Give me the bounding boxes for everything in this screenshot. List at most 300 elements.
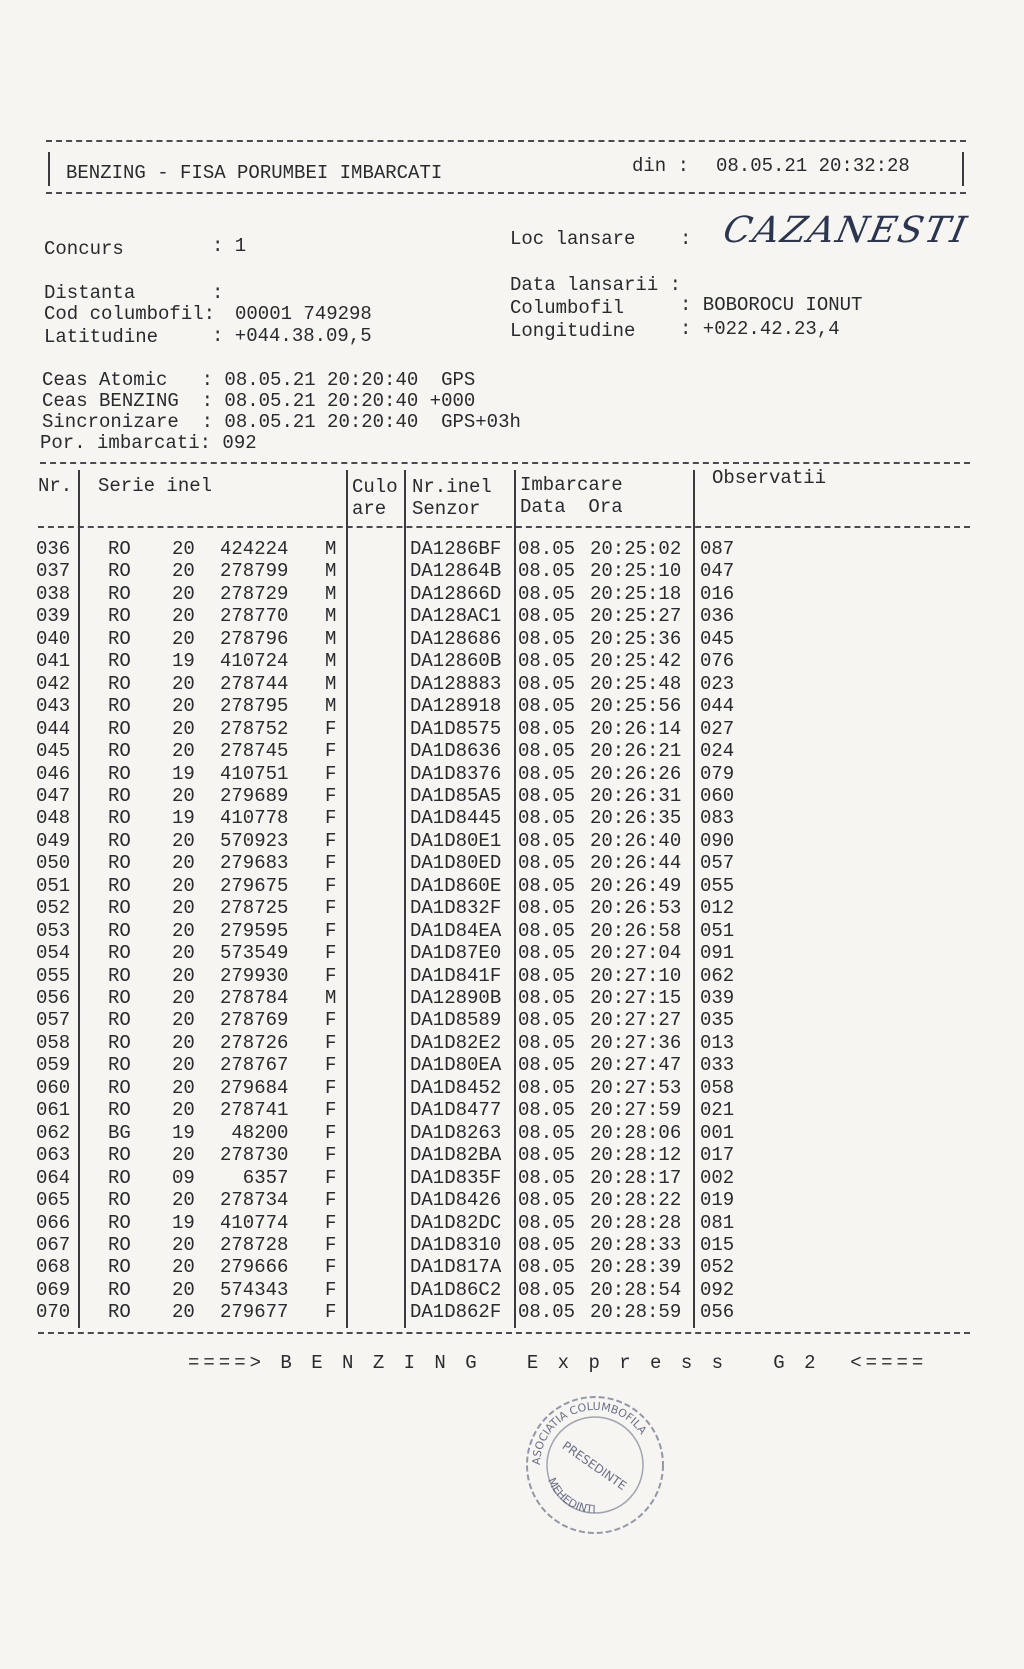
row-observation: 013 bbox=[700, 1031, 735, 1054]
row-ring-number: 410724 bbox=[220, 650, 289, 673]
row-time: 20:28:22 bbox=[590, 1189, 682, 1212]
row-year: 20 bbox=[172, 582, 195, 605]
row-country: RO bbox=[108, 762, 131, 785]
row-sex: F bbox=[325, 717, 337, 740]
row-ring-number: 278730 bbox=[220, 1144, 289, 1167]
row-sex: F bbox=[325, 1009, 337, 1032]
row-time: 20:28:59 bbox=[590, 1301, 682, 1324]
row-sex: F bbox=[325, 1278, 337, 1301]
row-nr: 069 bbox=[36, 1278, 71, 1301]
row-country: RO bbox=[108, 1076, 131, 1099]
row-sensor-id: DA1D8589 bbox=[410, 1009, 502, 1032]
row-sensor-id: DA1D841F bbox=[410, 964, 502, 987]
row-date: 08.05 bbox=[518, 829, 576, 852]
row-sex: F bbox=[325, 942, 337, 965]
row-observation: 091 bbox=[700, 942, 735, 965]
row-time: 20:26:21 bbox=[590, 740, 682, 763]
row-observation: 002 bbox=[700, 1166, 735, 1189]
row-date: 08.05 bbox=[518, 1211, 576, 1234]
data-lansarii-label: Data lansarii : bbox=[510, 274, 682, 296]
row-date: 08.05 bbox=[518, 1076, 576, 1099]
loc-lansare-label: Loc lansare bbox=[510, 228, 636, 250]
row-time: 20:26:58 bbox=[590, 919, 682, 942]
row-observation: 057 bbox=[700, 852, 735, 875]
row-year: 20 bbox=[172, 829, 195, 852]
row-time: 20:27:36 bbox=[590, 1031, 682, 1054]
row-sensor-id: DA1D82BA bbox=[410, 1144, 502, 1167]
row-date: 08.05 bbox=[518, 1301, 576, 1324]
row-sex: F bbox=[325, 874, 337, 897]
row-ring-number: 6357 bbox=[242, 1166, 289, 1189]
row-date: 08.05 bbox=[518, 784, 576, 807]
latitudine-label: Latitudine bbox=[44, 326, 159, 348]
row-time: 20:28:12 bbox=[590, 1144, 682, 1167]
row-date: 08.05 bbox=[518, 1009, 576, 1032]
row-observation: 045 bbox=[700, 627, 735, 650]
row-nr: 065 bbox=[36, 1189, 71, 1212]
row-year: 19 bbox=[172, 762, 195, 785]
row-nr: 042 bbox=[36, 672, 71, 695]
row-time: 20:28:54 bbox=[590, 1278, 682, 1301]
printed-label: din : bbox=[632, 155, 690, 177]
row-nr: 038 bbox=[36, 582, 71, 605]
header-bottom-border bbox=[46, 192, 966, 194]
row-observation: 081 bbox=[700, 1211, 735, 1234]
row-year: 20 bbox=[172, 717, 195, 740]
row-date: 08.05 bbox=[518, 1144, 576, 1167]
row-time: 20:25:42 bbox=[590, 650, 682, 673]
row-observation: 012 bbox=[700, 897, 735, 920]
distanta-label: Distanta bbox=[44, 282, 136, 304]
row-observation: 062 bbox=[700, 964, 735, 987]
row-country: RO bbox=[108, 582, 131, 605]
row-time: 20:25:02 bbox=[590, 538, 682, 560]
row-year: 19 bbox=[172, 1211, 195, 1234]
row-sex: M bbox=[325, 987, 337, 1009]
row-sex: M bbox=[325, 538, 337, 560]
row-country: RO bbox=[108, 1211, 131, 1234]
row-ring-number: 278729 bbox=[220, 582, 289, 605]
row-time: 20:25:18 bbox=[590, 582, 682, 605]
row-nr: 051 bbox=[36, 874, 71, 897]
row-nr: 049 bbox=[36, 829, 71, 852]
row-sex: F bbox=[325, 1076, 337, 1099]
row-sex: M bbox=[325, 627, 337, 650]
row-sex: M bbox=[325, 695, 337, 718]
row-country: RO bbox=[108, 1009, 131, 1032]
row-country: RO bbox=[108, 1256, 131, 1279]
col-sep-culoare bbox=[404, 470, 406, 1328]
row-date: 08.05 bbox=[518, 897, 576, 920]
row-country: RO bbox=[108, 829, 131, 852]
row-ring-number: 278769 bbox=[220, 1009, 289, 1032]
row-sensor-id: DA1286BF bbox=[410, 538, 502, 560]
row-sensor-id: DA1D8636 bbox=[410, 740, 502, 763]
row-sensor-id: DA1D82E2 bbox=[410, 1031, 502, 1054]
row-observation: 017 bbox=[700, 1144, 735, 1167]
row-sex: F bbox=[325, 1144, 337, 1167]
row-ring-number: 279683 bbox=[220, 852, 289, 875]
row-sensor-id: DA1D817A bbox=[410, 1256, 502, 1279]
row-nr: 057 bbox=[36, 1009, 71, 1032]
row-year: 20 bbox=[172, 1301, 195, 1324]
row-year: 20 bbox=[172, 1233, 195, 1256]
row-time: 20:26:44 bbox=[590, 852, 682, 875]
row-nr: 055 bbox=[36, 964, 71, 987]
row-date: 08.05 bbox=[518, 762, 576, 785]
row-date: 08.05 bbox=[518, 650, 576, 673]
row-ring-number: 424224 bbox=[220, 538, 289, 560]
row-sex: F bbox=[325, 829, 337, 852]
row-year: 19 bbox=[172, 1121, 195, 1144]
row-ring-number: 278796 bbox=[220, 627, 289, 650]
table-top-border bbox=[40, 462, 970, 464]
columbofil-label: Columbofil bbox=[510, 297, 625, 319]
row-year: 20 bbox=[172, 1144, 195, 1167]
row-sensor-id: DA12866D bbox=[410, 582, 502, 605]
row-year: 20 bbox=[172, 538, 195, 560]
row-sex: F bbox=[325, 1121, 337, 1144]
row-country: RO bbox=[108, 1301, 131, 1324]
col-header-serie: Serie inel bbox=[98, 475, 213, 497]
row-observation: 036 bbox=[700, 605, 735, 628]
row-nr: 064 bbox=[36, 1166, 71, 1189]
row-country: RO bbox=[108, 717, 131, 740]
row-observation: 047 bbox=[700, 560, 735, 583]
row-observation: 035 bbox=[700, 1009, 735, 1032]
row-nr: 060 bbox=[36, 1076, 71, 1099]
row-country: RO bbox=[108, 964, 131, 987]
row-sensor-id: DA128918 bbox=[410, 695, 502, 718]
row-year: 20 bbox=[172, 560, 195, 583]
row-nr: 045 bbox=[36, 740, 71, 763]
row-sensor-id: DA1D84EA bbox=[410, 919, 502, 942]
col-sep-nrinel bbox=[514, 470, 516, 1328]
row-sensor-id: DA1D8477 bbox=[410, 1099, 502, 1122]
row-nr: 062 bbox=[36, 1121, 71, 1144]
row-ring-number: 278752 bbox=[220, 717, 289, 740]
row-ring-number: 570923 bbox=[220, 829, 289, 852]
row-date: 08.05 bbox=[518, 1121, 576, 1144]
col-header-imbarcare-2: Data Ora bbox=[520, 496, 623, 518]
row-year: 20 bbox=[172, 695, 195, 718]
header-left-border bbox=[48, 152, 50, 186]
svg-text:MEHEDINTI: MEHEDINTI bbox=[545, 1475, 596, 1516]
row-observation: 058 bbox=[700, 1076, 735, 1099]
row-country: RO bbox=[108, 897, 131, 920]
row-country: RO bbox=[108, 1278, 131, 1301]
row-year: 20 bbox=[172, 1099, 195, 1122]
row-country: RO bbox=[108, 942, 131, 965]
header-top-border bbox=[46, 140, 966, 142]
row-time: 20:25:48 bbox=[590, 672, 682, 695]
row-ring-number: 410778 bbox=[220, 807, 289, 830]
header-right-border bbox=[962, 152, 964, 186]
row-time: 20:25:10 bbox=[590, 560, 682, 583]
row-country: RO bbox=[108, 1099, 131, 1122]
row-nr: 053 bbox=[36, 919, 71, 942]
row-time: 20:27:15 bbox=[590, 987, 682, 1009]
row-observation: 044 bbox=[700, 695, 735, 718]
row-observation: 001 bbox=[700, 1121, 735, 1144]
row-country: RO bbox=[108, 1144, 131, 1167]
row-date: 08.05 bbox=[518, 964, 576, 987]
row-nr: 054 bbox=[36, 942, 71, 965]
row-date: 08.05 bbox=[518, 582, 576, 605]
row-year: 20 bbox=[172, 784, 195, 807]
sincronizare: Sincronizare : 08.05.21 20:20:40 GPS+03h bbox=[42, 411, 521, 433]
row-date: 08.05 bbox=[518, 1054, 576, 1077]
row-country: RO bbox=[108, 672, 131, 695]
row-observation: 023 bbox=[700, 672, 735, 695]
row-country: RO bbox=[108, 1166, 131, 1189]
row-country: RO bbox=[108, 807, 131, 830]
col-sep-imbarcare bbox=[693, 470, 695, 1328]
row-sex: F bbox=[325, 1301, 337, 1324]
row-time: 20:27:59 bbox=[590, 1099, 682, 1122]
row-nr: 041 bbox=[36, 650, 71, 673]
row-ring-number: 278726 bbox=[220, 1031, 289, 1054]
row-date: 08.05 bbox=[518, 695, 576, 718]
row-date: 08.05 bbox=[518, 605, 576, 628]
row-time: 20:26:35 bbox=[590, 807, 682, 830]
row-ring-number: 278767 bbox=[220, 1054, 289, 1077]
row-year: 20 bbox=[172, 852, 195, 875]
row-date: 08.05 bbox=[518, 807, 576, 830]
footer-banner: ====> B E N Z I N G E x p r e s s G 2 <==== bbox=[188, 1352, 928, 1374]
row-country: RO bbox=[108, 1233, 131, 1256]
row-sex: F bbox=[325, 1099, 337, 1122]
row-sex: F bbox=[325, 784, 337, 807]
row-date: 08.05 bbox=[518, 919, 576, 942]
row-year: 09 bbox=[172, 1166, 195, 1189]
row-year: 20 bbox=[172, 1031, 195, 1054]
row-year: 20 bbox=[172, 740, 195, 763]
row-nr: 059 bbox=[36, 1054, 71, 1077]
row-date: 08.05 bbox=[518, 1031, 576, 1054]
row-nr: 068 bbox=[36, 1256, 71, 1279]
row-date: 08.05 bbox=[518, 1099, 576, 1122]
row-year: 20 bbox=[172, 1189, 195, 1212]
row-date: 08.05 bbox=[518, 1166, 576, 1189]
row-time: 20:26:26 bbox=[590, 762, 682, 785]
row-sex: F bbox=[325, 1256, 337, 1279]
row-sensor-id: DA1D8263 bbox=[410, 1121, 502, 1144]
row-observation: 015 bbox=[700, 1233, 735, 1256]
row-date: 08.05 bbox=[518, 672, 576, 695]
row-observation: 016 bbox=[700, 582, 735, 605]
row-nr: 046 bbox=[36, 762, 71, 785]
row-time: 20:27:04 bbox=[590, 942, 682, 965]
row-ring-number: 410751 bbox=[220, 762, 289, 785]
row-ring-number: 278745 bbox=[220, 740, 289, 763]
row-sensor-id: DA128686 bbox=[410, 627, 502, 650]
distanta-value: : bbox=[212, 282, 224, 304]
row-time: 20:25:36 bbox=[590, 627, 682, 650]
col-header-nrinel-2: Senzor bbox=[412, 498, 481, 520]
row-observation: 027 bbox=[700, 717, 735, 740]
row-time: 20:28:33 bbox=[590, 1233, 682, 1256]
svg-text:ASOCIATIA COLUMBOFILA: ASOCIATIA COLUMBOFILA bbox=[529, 1399, 650, 1466]
row-observation: 056 bbox=[700, 1301, 735, 1324]
row-sex: F bbox=[325, 740, 337, 763]
ceas-benzing: Ceas BENZING : 08.05.21 20:20:40 +000 bbox=[42, 390, 476, 412]
row-year: 19 bbox=[172, 807, 195, 830]
row-ring-number: 278784 bbox=[220, 987, 289, 1009]
row-ring-number: 573549 bbox=[220, 942, 289, 965]
row-nr: 048 bbox=[36, 807, 71, 830]
row-observation: 087 bbox=[700, 538, 735, 560]
row-year: 20 bbox=[172, 987, 195, 1009]
row-nr: 058 bbox=[36, 1031, 71, 1054]
col-header-observatii: Observatii bbox=[712, 467, 827, 489]
row-nr: 056 bbox=[36, 987, 71, 1009]
row-country: RO bbox=[108, 852, 131, 875]
row-time: 20:28:17 bbox=[590, 1166, 682, 1189]
row-nr: 061 bbox=[36, 1099, 71, 1122]
row-year: 20 bbox=[172, 874, 195, 897]
row-year: 20 bbox=[172, 627, 195, 650]
row-sensor-id: DA1D8445 bbox=[410, 807, 502, 830]
row-sex: M bbox=[325, 650, 337, 673]
col-header-nrinel-1: Nr.inel bbox=[412, 476, 492, 498]
columbofil-value: : BOBOROCU IONUT bbox=[680, 294, 863, 316]
row-ring-number: 278725 bbox=[220, 897, 289, 920]
row-ring-number: 278734 bbox=[220, 1189, 289, 1212]
row-sex: F bbox=[325, 964, 337, 987]
row-sensor-id: DA1D8310 bbox=[410, 1233, 502, 1256]
table-bottom-border bbox=[38, 1332, 970, 1334]
row-observation: 076 bbox=[700, 650, 735, 673]
row-ring-number: 279677 bbox=[220, 1301, 289, 1324]
row-year: 20 bbox=[172, 1009, 195, 1032]
row-sex: F bbox=[325, 1233, 337, 1256]
row-sex: F bbox=[325, 762, 337, 785]
row-sensor-id: DA1D80E1 bbox=[410, 829, 502, 852]
row-country: RO bbox=[108, 784, 131, 807]
row-sensor-id: DA12890B bbox=[410, 987, 502, 1009]
col-sep-serie bbox=[346, 470, 348, 1328]
latitudine-value: : +044.38.09,5 bbox=[212, 325, 372, 347]
row-date: 08.05 bbox=[518, 627, 576, 650]
row-nr: 070 bbox=[36, 1301, 71, 1324]
row-date: 08.05 bbox=[518, 1189, 576, 1212]
row-nr: 067 bbox=[36, 1233, 71, 1256]
row-time: 20:26:53 bbox=[590, 897, 682, 920]
row-sensor-id: DA1D86C2 bbox=[410, 1278, 502, 1301]
row-observation: 051 bbox=[700, 919, 735, 942]
row-observation: 083 bbox=[700, 807, 735, 830]
row-observation: 079 bbox=[700, 762, 735, 785]
row-nr: 039 bbox=[36, 605, 71, 628]
loc-lansare-handwritten: CAZANESTI bbox=[719, 210, 972, 251]
row-date: 08.05 bbox=[518, 1278, 576, 1301]
row-country: RO bbox=[108, 919, 131, 942]
row-time: 20:28:28 bbox=[590, 1211, 682, 1234]
row-date: 08.05 bbox=[518, 717, 576, 740]
table-header-bottom-border bbox=[38, 526, 970, 528]
row-nr: 050 bbox=[36, 852, 71, 875]
row-sensor-id: DA1D832F bbox=[410, 897, 502, 920]
row-nr: 063 bbox=[36, 1144, 71, 1167]
row-time: 20:25:27 bbox=[590, 605, 682, 628]
row-time: 20:27:47 bbox=[590, 1054, 682, 1077]
col-sep-nr bbox=[78, 470, 80, 1328]
row-nr: 066 bbox=[36, 1211, 71, 1234]
row-year: 19 bbox=[172, 650, 195, 673]
row-sex: M bbox=[325, 582, 337, 605]
row-ring-number: 279930 bbox=[220, 964, 289, 987]
association-stamp bbox=[520, 1390, 670, 1540]
row-ring-number: 278741 bbox=[220, 1099, 289, 1122]
concurs-label: Concurs bbox=[44, 238, 124, 260]
row-sensor-id: DA1D860E bbox=[410, 874, 502, 897]
row-year: 20 bbox=[172, 672, 195, 695]
row-sensor-id: DA1D80ED bbox=[410, 852, 502, 875]
row-time: 20:26:14 bbox=[590, 717, 682, 740]
row-date: 08.05 bbox=[518, 560, 576, 583]
row-sensor-id: DA1D80EA bbox=[410, 1054, 502, 1077]
row-sensor-id: DA1D8575 bbox=[410, 717, 502, 740]
document-title: BENZING - FISA PORUMBEI IMBARCATI bbox=[66, 162, 443, 184]
row-observation: 021 bbox=[700, 1099, 735, 1122]
row-country: RO bbox=[108, 987, 131, 1009]
row-ring-number: 48200 bbox=[231, 1121, 289, 1144]
row-time: 20:28:06 bbox=[590, 1121, 682, 1144]
row-ring-number: 278728 bbox=[220, 1233, 289, 1256]
row-country: RO bbox=[108, 874, 131, 897]
row-observation: 055 bbox=[700, 874, 735, 897]
row-date: 08.05 bbox=[518, 1256, 576, 1279]
col-header-culoare-2: are bbox=[352, 498, 387, 520]
row-country: RO bbox=[108, 1031, 131, 1054]
row-nr: 047 bbox=[36, 784, 71, 807]
row-sex: M bbox=[325, 672, 337, 695]
row-time: 20:26:49 bbox=[590, 874, 682, 897]
row-nr: 052 bbox=[36, 897, 71, 920]
row-sex: F bbox=[325, 852, 337, 875]
row-observation: 090 bbox=[700, 829, 735, 852]
row-country: RO bbox=[108, 627, 131, 650]
row-date: 08.05 bbox=[518, 538, 576, 560]
row-ring-number: 279689 bbox=[220, 784, 289, 807]
row-date: 08.05 bbox=[518, 852, 576, 875]
row-time: 20:25:56 bbox=[590, 695, 682, 718]
col-header-imbarcare-1: Imbarcare bbox=[520, 474, 623, 496]
row-country: RO bbox=[108, 740, 131, 763]
row-sex: F bbox=[325, 1054, 337, 1077]
row-nr: 043 bbox=[36, 695, 71, 718]
row-ring-number: 278799 bbox=[220, 560, 289, 583]
row-sex: F bbox=[325, 807, 337, 830]
row-sex: F bbox=[325, 1189, 337, 1212]
row-year: 20 bbox=[172, 1076, 195, 1099]
row-ring-number: 278744 bbox=[220, 672, 289, 695]
row-observation: 060 bbox=[700, 784, 735, 807]
row-observation: 092 bbox=[700, 1278, 735, 1301]
printed-datetime: 08.05.21 20:32:28 bbox=[716, 155, 910, 177]
row-year: 20 bbox=[172, 942, 195, 965]
row-observation: 019 bbox=[700, 1189, 735, 1212]
longitudine-value: : +022.42.23,4 bbox=[680, 318, 840, 340]
row-year: 20 bbox=[172, 1256, 195, 1279]
row-nr: 040 bbox=[36, 627, 71, 650]
row-country: RO bbox=[108, 1189, 131, 1212]
row-sensor-id: DA128AC1 bbox=[410, 605, 502, 628]
row-year: 20 bbox=[172, 1278, 195, 1301]
row-country: RO bbox=[108, 605, 131, 628]
row-date: 08.05 bbox=[518, 987, 576, 1009]
